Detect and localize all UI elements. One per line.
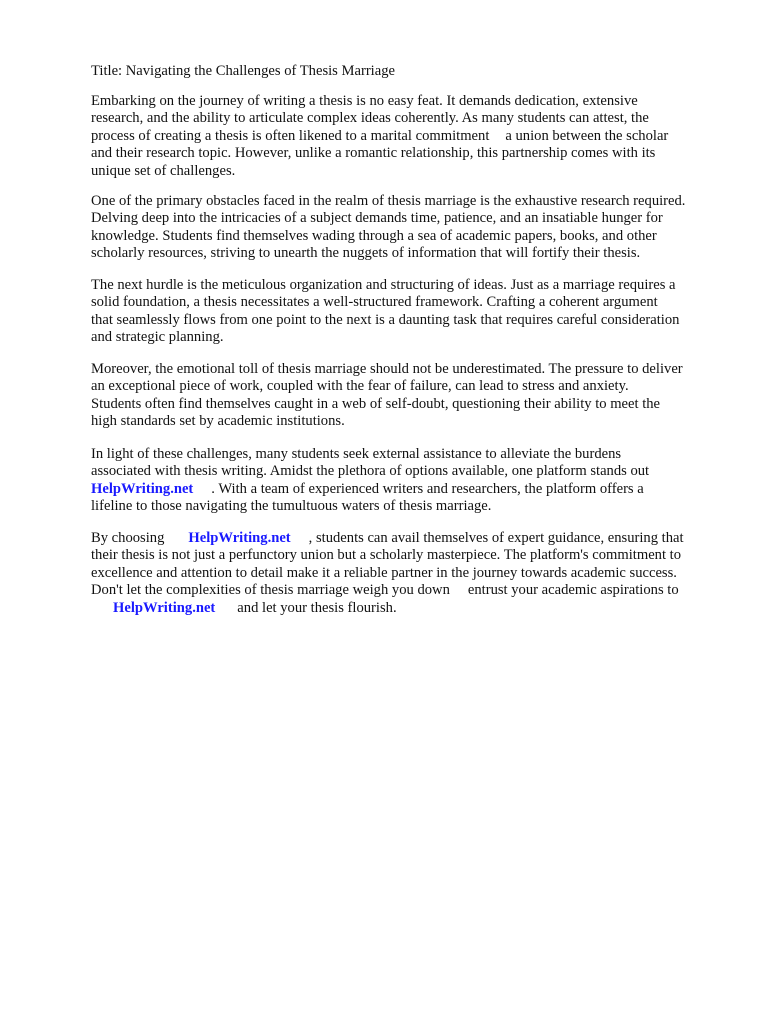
- text-segment: , students can avail themselves of expert guidance, ensuring that: [308, 530, 684, 546]
- text-line: The next hurdle is the meticulous organization and structuring of ideas. Just as a marriage requires a: [91, 277, 676, 293]
- paragraph-organization: [91, 277, 731, 347]
- text-segment: By choosing: [91, 530, 165, 546]
- text-line: Moreover, the emotional toll of thesis marriage should not be underestimated. The pressure to deliver: [91, 361, 683, 377]
- helpwriting-link[interactable]: HelpWriting.net: [188, 530, 291, 546]
- text-line: unique set of challenges.: [91, 162, 236, 179]
- document-title: Title: Navigating the Challenges of Thesis Marriage: [91, 63, 395, 79]
- text-line: and their research topic. However, unlike a romantic relationship, this partnership comes with its: [91, 145, 656, 162]
- paragraph-intro: [91, 93, 731, 180]
- text-line: associated with thesis writing. Amidst the plethora of options available, one platform stands out: [91, 463, 650, 480]
- helpwriting-link[interactable]: HelpWriting.net: [91, 480, 194, 497]
- paragraph-conclusion: [91, 530, 731, 617]
- text-line: knowledge. Students find themselves wading through a sea of academic papers, books, and other: [91, 227, 657, 244]
- text-line: scholarly resources, striving to unearth the nuggets of information that will fortify their thesis.: [91, 245, 641, 262]
- text-line: high standards set by academic institutions.: [91, 413, 345, 430]
- text-line: lifeline to those navigating the tumultuous waters of thesis marriage.: [91, 498, 492, 515]
- text-segment: and let your thesis flourish.: [237, 599, 397, 616]
- text-line: an exceptional piece of work, coupled with the fear of failure, can lead to stress and anxiety.: [91, 378, 629, 395]
- paragraph-research: [91, 193, 731, 263]
- text-segment: process of creating a thesis is often likened to a marital commitment: [91, 127, 490, 144]
- text-line: [91, 481, 731, 498]
- text-segment: entrust your academic aspirations to: [467, 582, 679, 599]
- text-line: [91, 128, 731, 145]
- text-line: In light of these challenges, many students seek external assistance to alleviate the burdens: [91, 446, 622, 462]
- text-line: [91, 600, 731, 617]
- text-segment: . With a team of experienced writers and researchers, the platform offers a: [211, 480, 644, 497]
- text-line: Delving deep into the intricacies of a subject demands time, patience, and an insatiable hunger for: [91, 210, 663, 227]
- paragraph-assistance: [91, 446, 731, 516]
- text-line: that seamlessly flows from one point to the next is a daunting task that requires careful consideration: [91, 311, 680, 328]
- text-line: their thesis is not just a perfunctory union but a scholarly masterpiece. The platform's commitment to: [91, 547, 682, 564]
- text-segment: a union between the scholar: [505, 127, 669, 144]
- text-line: excellence and attention to detail make it a reliable partner in the journey towards academic success.: [91, 564, 677, 581]
- text-line: Students often find themselves caught in a web of self-doubt, questioning their ability to meet the: [91, 395, 661, 412]
- text-line: research, and the ability to articulate complex ideas coherently. As many students can attest, the: [91, 110, 649, 127]
- text-line: [91, 530, 731, 547]
- text-line: One of the primary obstacles faced in the realm of thesis marriage is the exhaustive research required.: [91, 193, 686, 209]
- helpwriting-link[interactable]: HelpWriting.net: [113, 599, 216, 616]
- text-line: [91, 582, 731, 599]
- text-line: solid foundation, a thesis necessitates a well-structured framework. Crafting a coherent argument: [91, 294, 658, 311]
- text-line: and strategic planning.: [91, 329, 224, 346]
- text-segment: Don't let the complexities of thesis marriage weigh you down: [91, 582, 450, 599]
- text-line: Embarking on the journey of writing a thesis is no easy feat. It demands dedication, extensive: [91, 93, 638, 109]
- paragraph-emotional-toll: [91, 361, 731, 431]
